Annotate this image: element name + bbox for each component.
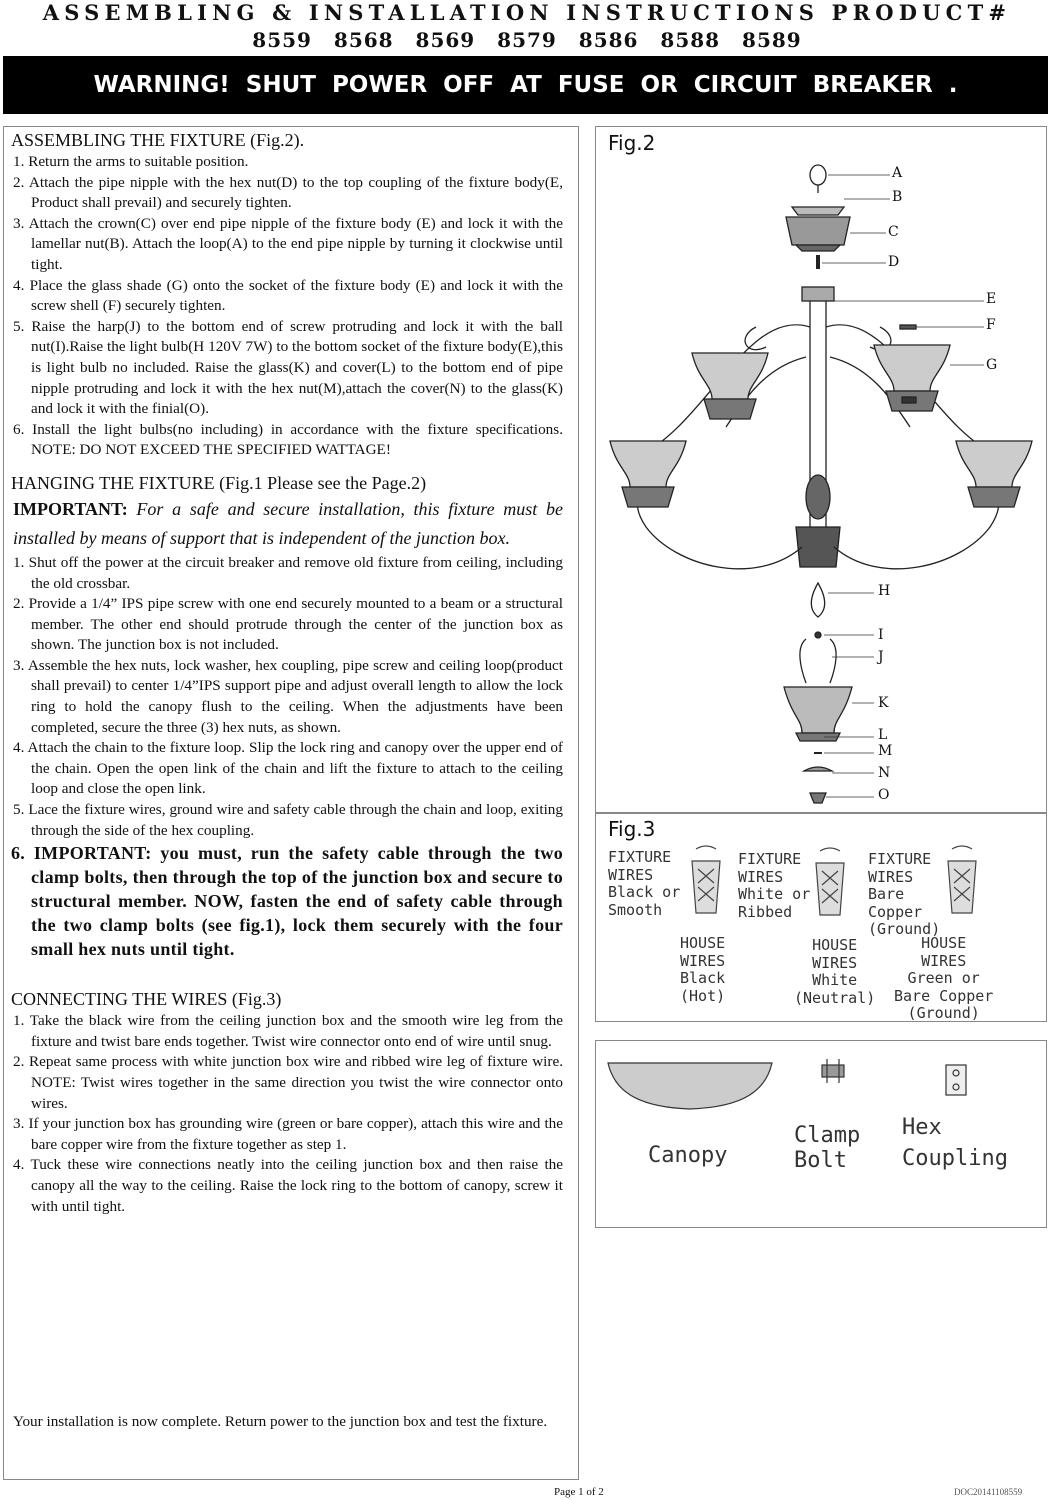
wires-step: 1. Take the black wire from the ceiling junction box and the smooth wire leg from the fixture and twist bare ends together. Twist wire connector onto end of wire until snug. <box>13 1012 563 1050</box>
page-number: Page 1 of 2 <box>554 1486 604 1498</box>
wire-connector-icon <box>948 846 976 913</box>
important-notice <box>13 495 563 553</box>
canopy-icon <box>608 1063 772 1109</box>
hanging-step-6: 6. IMPORTANT: you must, run the safety cable through the two clamp bolts, then through the top of the junction box and secure to structural member. NOW, fasten the end of safety cable through the two clamp bolts (see fig.1), lock them securely with the four small hex nuts until tight. <box>11 843 563 960</box>
part-label: D <box>888 254 900 270</box>
wire-connector-icon <box>692 846 720 913</box>
house-wires-label: HOUSE WIRES White (Neutral) <box>794 936 876 1007</box>
assembling-step: 3. Attach the crown(C) over end pipe nipple of the fixture body (E) and lock it with the lamellar nut(B). Attach the loop(A) to the end pipe nipple by turning it clockwise until tight. <box>13 214 563 273</box>
assembling-step: 6. Install the light bulbs(no including) in accordance with the fixture specifications. NOTE: DO NOT EXCEED THE SPECIFIED WATTAGE! <box>13 420 563 459</box>
part-label: O <box>878 787 890 803</box>
wire-connector-icon <box>816 848 844 915</box>
chandelier-diagram <box>596 127 1046 813</box>
house-wires-label: HOUSE WIRES Black (Hot) <box>680 934 726 1005</box>
final-note: Your installation is now complete. Return power to the junction box and test the fixture. <box>13 1413 548 1430</box>
part-label: F <box>986 317 996 333</box>
doc-id: DOC20141108559 <box>954 1487 1023 1497</box>
hanging-step: 1. Shut off the power at the circuit breaker and remove old fixture from ceiling, including the old crossbar. <box>13 553 563 592</box>
assembling-step: 4. Place the glass shade (G) onto the socket of the fixture body (E) and lock it with the screw shell (F) securely tighten. <box>13 276 563 315</box>
fixture-wires-label: FIXTURE WIRES White or Ribbed <box>738 850 811 921</box>
hanging-step: 5. Lace the fixture wires, ground wire and safety cable through the chain and loop, exiting through the side of the hex coupling. <box>13 801 563 839</box>
house-wires-label: HOUSE WIRES Green or Bare Copper (Ground) <box>894 934 994 1022</box>
part-label: E <box>986 291 997 307</box>
important-text: For a safe and secure installation, this fixture must be installed by means of support that is independent of the junction box. <box>13 498 563 548</box>
wires-heading: CONNECTING THE WIRES (Fig.3) <box>11 989 282 1010</box>
hex-coupling-label: Hex Coupling <box>902 1115 1008 1171</box>
part-label: L <box>878 727 888 743</box>
assembling-step: 2. Attach the pipe nipple with the hex nut(D) to the top coupling of the fixture body(E, Product shall prevail) and securely tighten. <box>13 173 563 212</box>
document-title: ASSEMBLING & INSTALLATION INSTRUCTIONS PRODUCT# <box>42 0 1012 25</box>
fixture-wires-label: FIXTURE WIRES Black or Smooth <box>608 848 681 919</box>
fig2-box <box>595 126 1047 814</box>
product-numbers: 8559 8568 8569 8579 8586 8588 8589 <box>252 28 802 52</box>
part-label: I <box>878 627 884 643</box>
wires-step: 2. Repeat same process with white junction box wire and ribbed wire leg of fixture wire. NOTE: Twist wires together in the same direction you twist the wire connector onto wires. <box>13 1053 563 1112</box>
part-label: N <box>878 765 891 781</box>
hanging-step: 4. Attach the chain to the fixture loop. Slip the lock ring and canopy over the upper end of the chain. Open the open link of the chain and lift the fixture to attach to the ceiling loop and close the open link. <box>13 739 563 798</box>
part-label: M <box>878 743 893 759</box>
part-label: H <box>878 583 891 599</box>
part-label: B <box>892 189 903 205</box>
part-label: J <box>878 649 884 665</box>
hanging-step: 3. Assemble the hex nuts, lock washer, hex coupling, pipe screw and ceiling loop(product shall prevail) to center 1/4”IPS support pipe and adjust overall length to allow the lock ring to hold the canopy flush to the ceiling. When the adjustments have been completed, secure the three (3) hex nuts, as shown. <box>13 656 563 736</box>
canopy-label: Canopy <box>648 1143 728 1168</box>
hanging-heading: HANGING THE FIXTURE (Fig.1 Please see the Page.2) <box>11 472 427 493</box>
fig2-label: Fig.2 <box>608 131 656 155</box>
parts-box <box>595 1040 1047 1228</box>
fixture-wires-label: FIXTURE WIRES Bare Copper (Ground) <box>868 850 941 938</box>
assembling-heading: ASSEMBLING THE FIXTURE (Fig.2). <box>11 130 305 150</box>
hanging-step: 2. Provide a 1/4” IPS pipe screw with one end securely mounted to a beam or a structural member. The other end should protrude through the center of the junction box as shown. The junction box is not included. <box>13 595 563 654</box>
instructions-text <box>13 128 563 1217</box>
important-label: IMPORTANT: <box>13 498 128 519</box>
part-label: G <box>986 357 998 373</box>
warning-banner: WARNING! SHUT POWER OFF AT FUSE OR CIRCUIT BREAKER . <box>3 56 1048 114</box>
fig3-box <box>595 812 1047 1022</box>
wires-step: 4. Tuck these wire connections neatly into the ceiling junction box and then raise the canopy all the way to the ceiling. Raise the lock ring to the bottom of canopy, screw it with until tight. <box>13 1156 563 1215</box>
clamp-bolt-label: Clamp Bolt <box>794 1123 861 1173</box>
document-header <box>12 0 1042 52</box>
assembling-step: 1. Return the arms to suitable position. <box>13 153 249 170</box>
hex-coupling-icon <box>946 1065 966 1095</box>
wires-step: 3. If your junction box has grounding wire (green or bare copper), attach this wire and the bare copper wire from the fixture together as step 1. <box>13 1115 563 1153</box>
part-label: A <box>892 165 903 181</box>
fig3-label: Fig.3 <box>608 817 656 841</box>
part-label: C <box>888 224 899 240</box>
part-label: K <box>878 695 889 711</box>
clamp-bolt-icon <box>822 1059 844 1083</box>
assembling-step: 5. Raise the harp(J) to the bottom end of screw protruding and lock it with the ball nut(I).Raise the light bulb(H 120V 7W) to the bottom socket of the fixture body(E),this is light bulb no included. Raise the glass(K) and cover(L) to the bottom end of pipe nipple protruding and lock it with the hex nut(M),attach the cover(N) to the glass(K) and lock it with the finial(O). <box>13 317 563 418</box>
